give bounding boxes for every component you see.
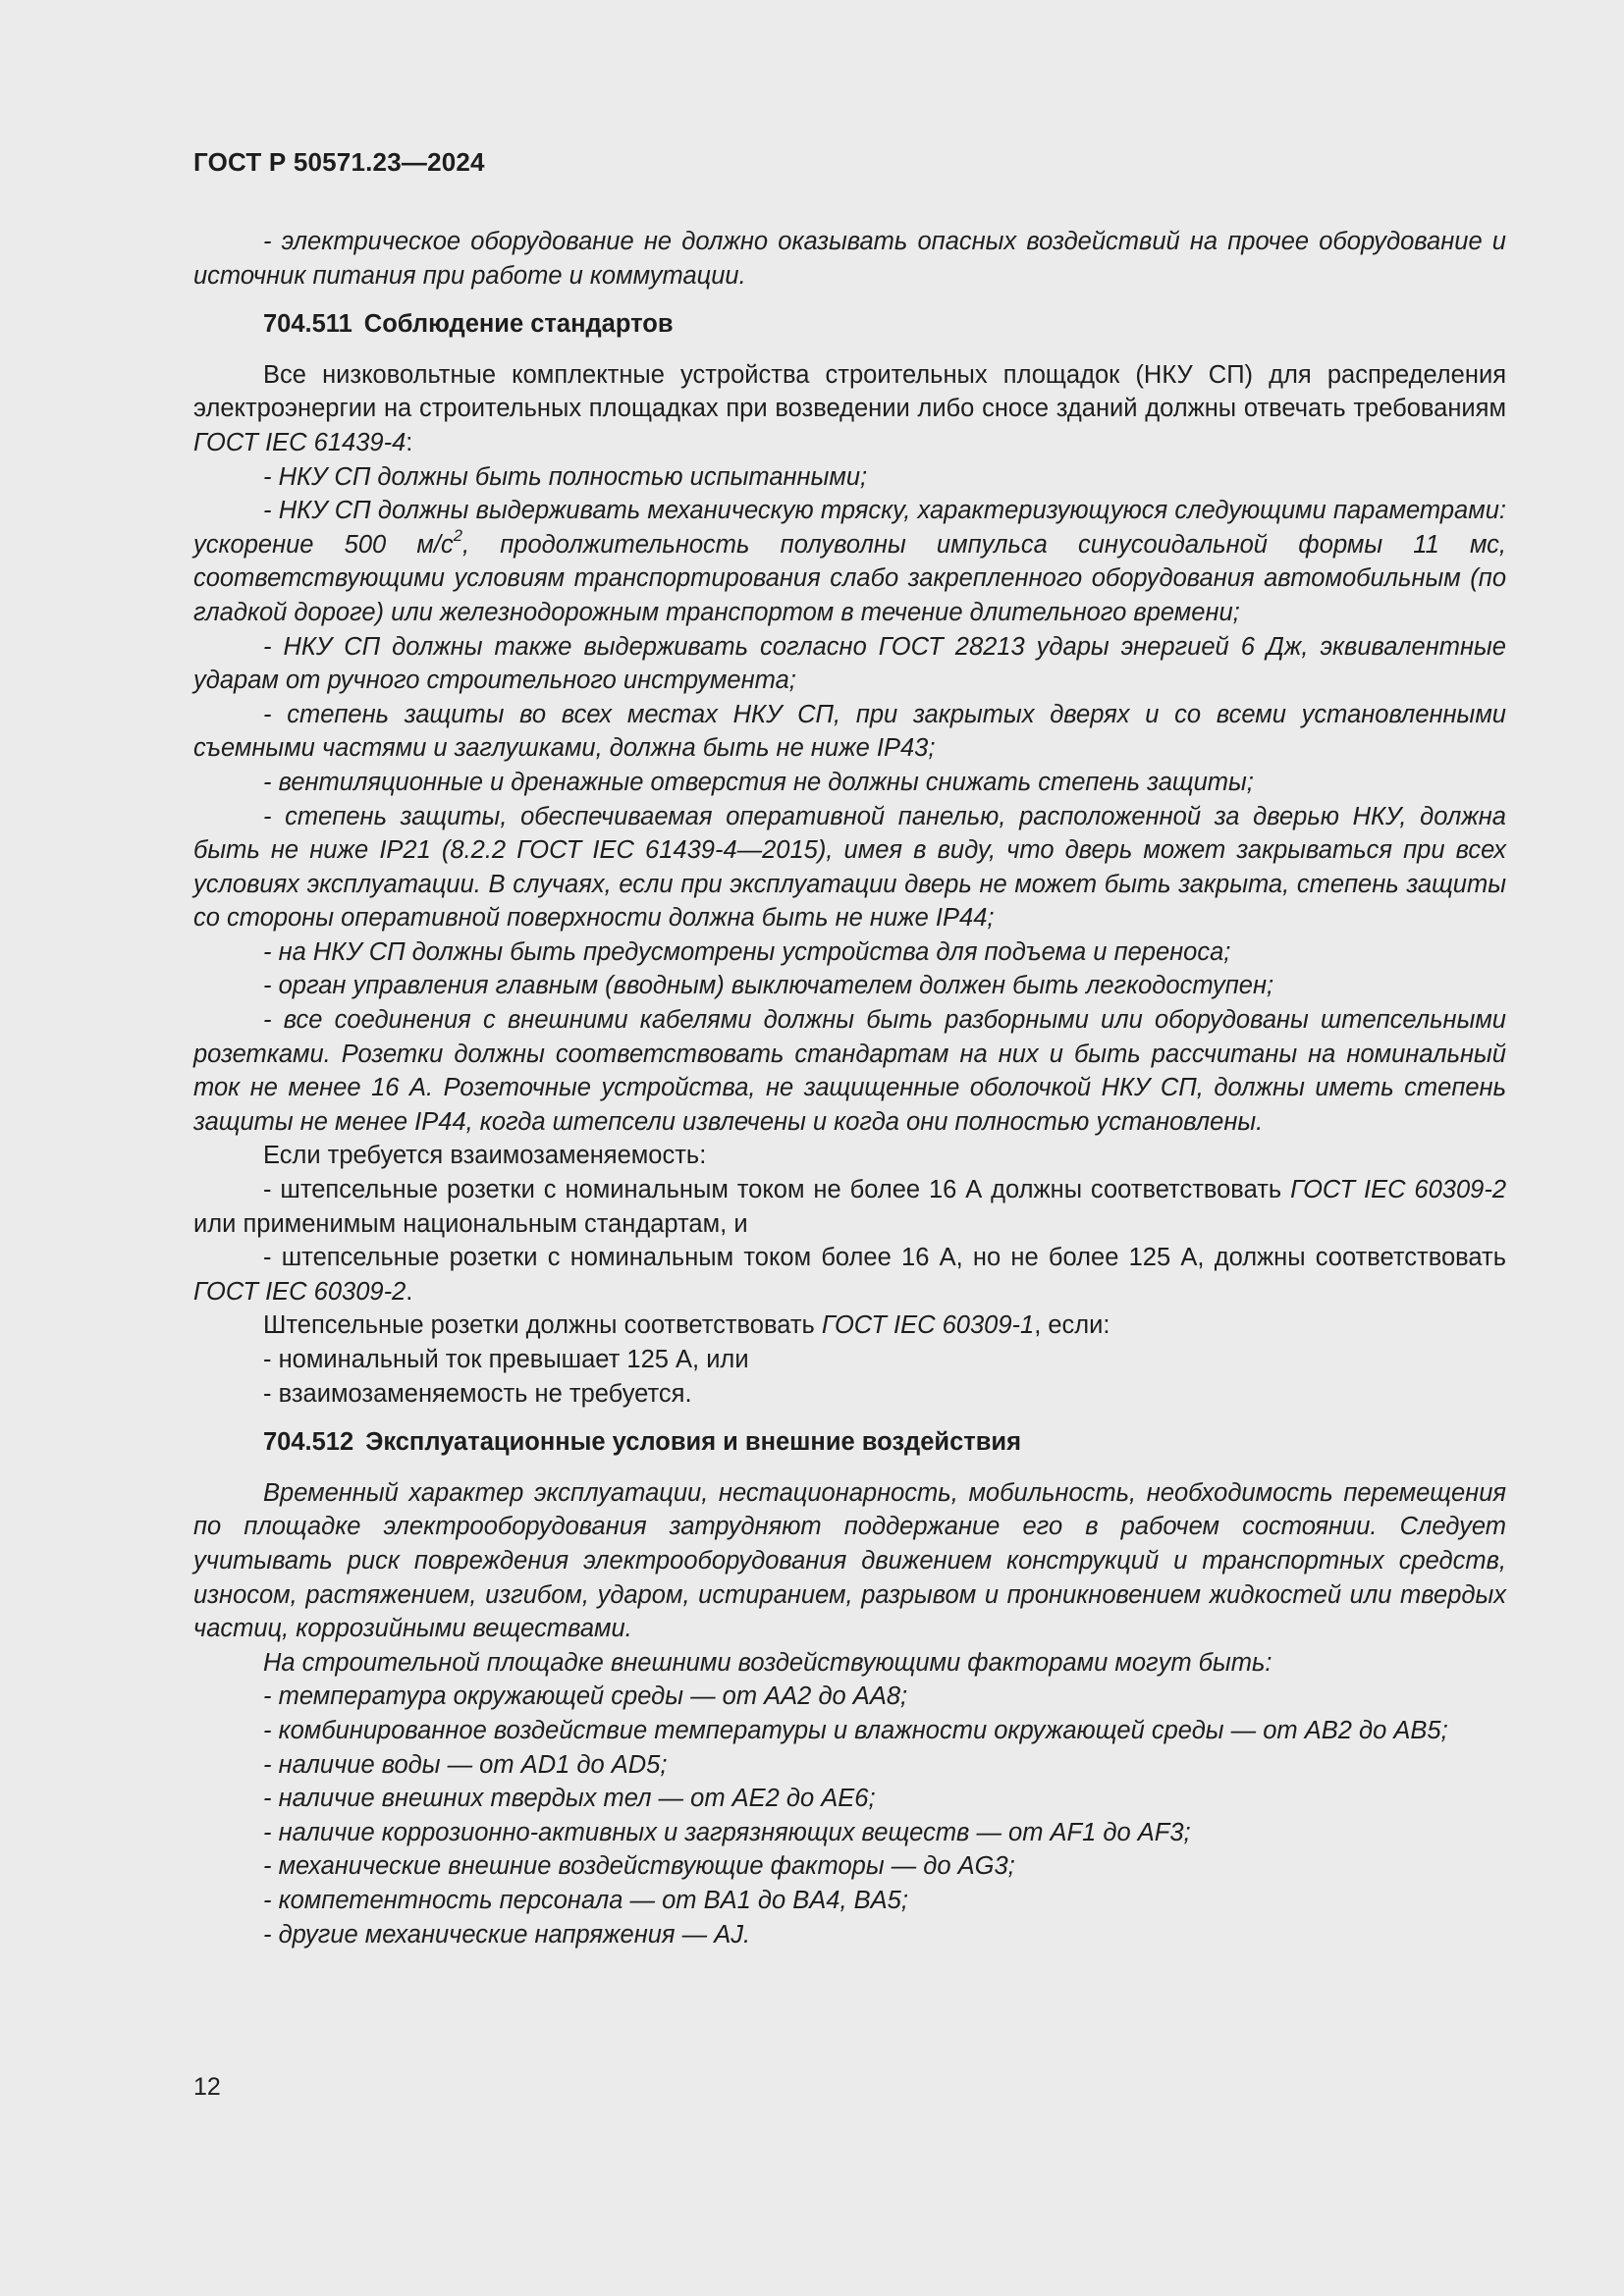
- standard-designation: ГОСТ Р 50571.23—2024: [193, 147, 485, 177]
- list-item-req-8: - орган управления главным (вводным) выключателем должен быть легкодоступен;: [263, 972, 1274, 1000]
- list-item-factor-3: - наличие воды — от AD1 до AD5;: [263, 1750, 668, 1779]
- list-item-interch-1: - штепсельные розетки с номинальным током не более 16 А должны соответствовать ГОСТ IEC 60309-2 или применимым национальным стандартам, и: [193, 1176, 1506, 1238]
- list-item-cond-2: - взаимозаменяемость не требуется.: [263, 1379, 692, 1408]
- paragraph-interchangeability: Если требуется взаимозаменяемость:: [263, 1142, 707, 1170]
- list-item-factor-8: - другие механические напряжения — AJ.: [263, 1920, 751, 1949]
- page-body: [193, 225, 1506, 1951]
- list-item-req-3: - НКУ СП должны также выдерживать согласно ГОСТ 28213 удары энергией 6 Дж, эквивалентные ударам от ручного строительного инструмента;: [193, 632, 1506, 695]
- section-heading-704-512: 704.512 Эксплуатационные условия и внешние воздействия: [263, 1428, 1021, 1457]
- page-number: 12: [193, 2073, 221, 2101]
- list-item-req-6: - степень защиты, обеспечиваемая оперативной панелью, расположенной за дверью НКУ, должна быть не ниже IP21 (8.2.2 ГОСТ IEC 61439-4—2015), имея в виду, что дверь может закрываться при всех условиях эксплуатации. В случаях, если при эксплуатации дверь не может быть закрыта, степень защиты со стороны оперативной поверхности должна быть не ниже IP44;: [193, 802, 1506, 933]
- paragraph-s512-2: На строительной площадке внешними воздействующими факторами могут быть:: [263, 1648, 1272, 1677]
- list-item-factor-7: - компетентность персонала — от BA1 до BA4, BA5;: [263, 1886, 908, 1914]
- list-item-req-9: - все соединения с внешними кабелями должны быть разборными или оборудованы штепсельными розетками. Розетки должны соответствовать стандартам на них и быть рассчитаны на номинальный ток не менее 16 А. Розеточные устройства, не защищенные оболочкой НКУ СП, должны иметь степень защиты не менее IP44, когда штепсели извлечены и когда они полностью установлены.: [193, 1006, 1506, 1136]
- section-heading-704-511: 704.511 Соблюдение стандартов: [263, 310, 674, 339]
- list-item-req-7: - на НКУ СП должны быть предусмотрены устройства для подъема и переноса;: [263, 937, 1231, 966]
- list-item-req-5: - вентиляционные и дренажные отверстия не должны снижать степень защиты;: [263, 768, 1254, 796]
- paragraph-intro-item: - электрическое оборудование не должно оказывать опасных воздействий на прочее оборудование и источник питания при работе и коммутации.: [193, 228, 1506, 290]
- paragraph-s512-1: Временный характер эксплуатации, нестационарность, мобильность, необходимость перемещения по площадке электрооборудования затрудняют поддержание его в рабочем состоянии. Следует учитывать риск повреждения электрооборудования движением конструкций и транспортных средств, износом, растяжением, изгибом, ударом, истиранием, разрывом и проникновением жидкостей или твердых частиц, коррозийными веществами.: [193, 1478, 1506, 1643]
- list-item-factor-5: - наличие коррозионно-активных и загрязняющих веществ — от AF1 до AF3;: [263, 1818, 1191, 1846]
- paragraph-s511-intro: Все низковольтные комплектные устройства строительных площадок (НКУ СП) для распределения электроэнергии на строительных площадках при возведении либо сносе зданий должны отвечать требованиям ГОСТ IEC 61439-4:: [193, 360, 1506, 456]
- list-item-factor-4: - наличие внешних твердых тел — от AE2 до AE6;: [263, 1785, 876, 1813]
- list-item-interch-2: - штепсельные розетки с номинальным током более 16 А, но не более 125 А, должны соответствовать ГОСТ IEC 60309-2.: [193, 1244, 1506, 1306]
- list-item-req-2: - НКУ СП должны выдерживать механическую тряску, характеризующуюся следующими параметрами: ускорение 500 $м/с^2$, продолжительность полуволны импульса синусоидальной формы 11 мс, соответствующими условиям транспортирования слабо закрепленного оборудования автомобильным (по гладкой дороге) или железнодорожным транспортом в течение длительного времени;: [193, 497, 1507, 626]
- paragraph-sockets: Штепсельные розетки должны соответствовать ГОСТ IEC 60309-1, если:: [263, 1311, 1110, 1340]
- list-item-factor-6: - механические внешние воздействующие факторы — до AG3;: [263, 1852, 1015, 1881]
- list-item-factor-2: - комбинированное воздействие температуры и влажности окружающей среды — от AB2 до AB5;: [263, 1716, 1448, 1744]
- list-item-req-1: - НКУ СП должны быть полностью испытанными;: [263, 462, 868, 491]
- list-item-req-4: - степень защиты во всех местах НКУ СП, при закрытых дверях и со всеми установленными съемными частями и заглушками, должна быть не ниже IP43;: [193, 700, 1506, 763]
- list-item-factor-1: - температура окружающей среды — от AA2 до AA8;: [263, 1682, 908, 1711]
- list-item-cond-1: - номинальный ток превышает 125 А, или: [263, 1346, 749, 1373]
